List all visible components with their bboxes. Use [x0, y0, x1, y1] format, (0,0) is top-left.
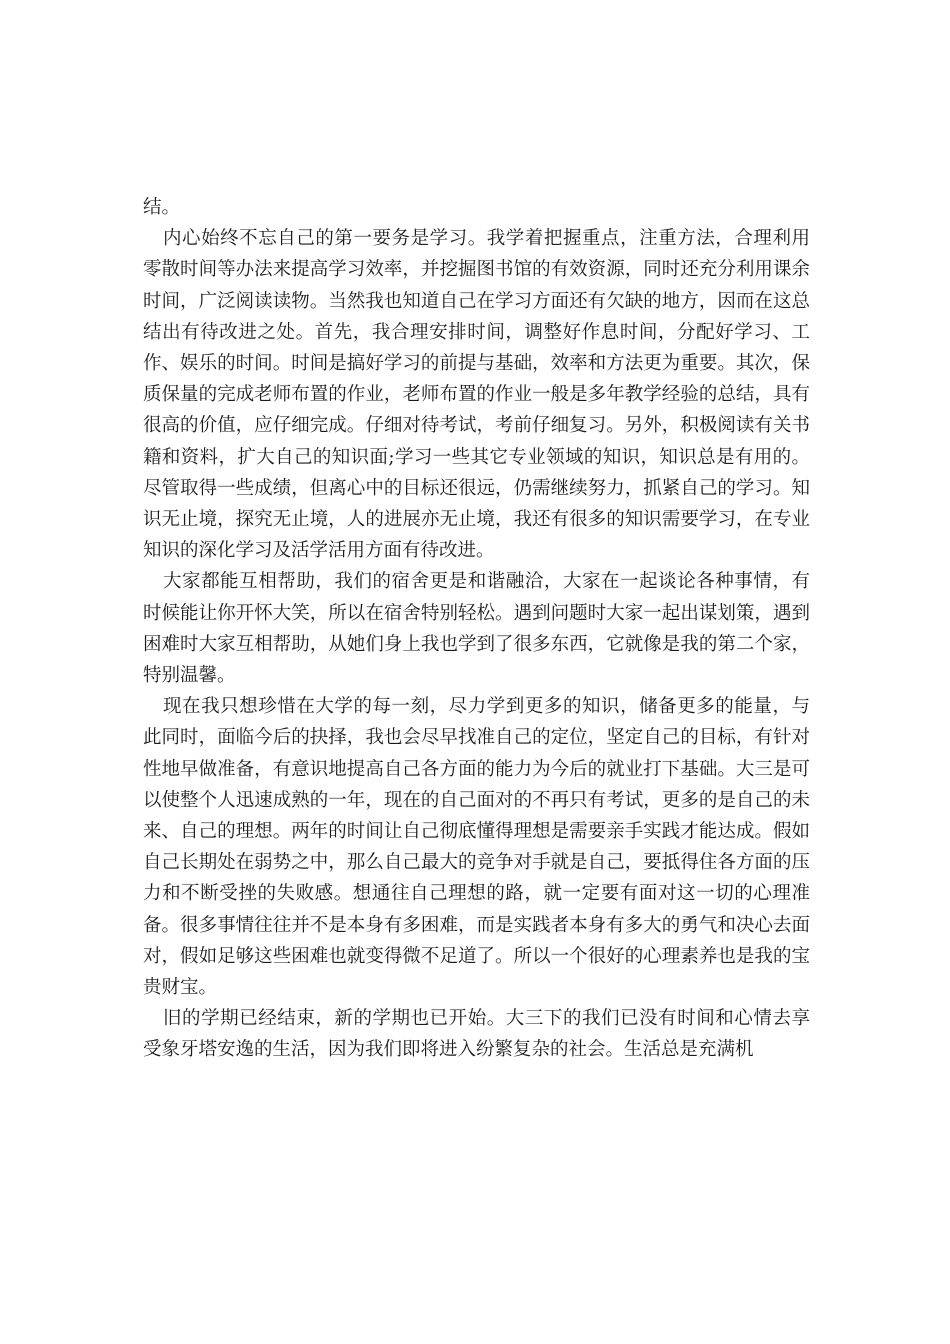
paragraph-future: 现在我只想珍惜在大学的每一刻，尽力学到更多的知识，储备更多的能量，与此同时，面临今后的抉择，我也会尽早找准自己的定位，坚定自己的目标，有针对性地早做准备，有意识地提高自己各方面的能力为今后的就业打下基础。大三是可以使整个人迅速成熟的一年，现在的自己面对的不再只有考试，更多的是自己的未来、自己的理想。两年的时间让自己彻底懂得理想是需要亲手实践才能达成。假如自己长期处在弱势之中，那么自己最大的竞争对手就是自己，要抵得住各方面的压力和不断受挫的失败感。想通往自己理想的路，就一定要有面对这一切的心理准备。很多事情往往并不是本身有多困难，而是实践者本身有多大的勇气和决心去面对，假如足够这些困难也就变得微不足道了。所以一个很好的心理素养也是我的宝贵财宝。: [143, 696, 810, 999]
paragraph-study: 内心始终不忘自己的第一要务是学习。我学着把握重点，注重方法，合理利用零散时间等办法来提高学习效率，并挖掘图书馆的有效资源，同时还充分利用课余时间，广泛阅读读物。当然我也知道自己在学习方面还有欠缺的地方，因而在这总结出有待改进之处。首先，我合理安排时间，调整好作息时间，分配好学习、工作、娱乐的时间。时间是搞好学习的前提与基础，效率和方法更为重要。其次，保质保量的完成老师布置的作业，老师布置的作业一般是多年教学经验的总结，具有很高的价值，应仔细完成。仔细对待考试，考前仔细复习。另外，积极阅读有关书籍和资料，扩大自己的知识面;学习一些其它专业领域的知识，知识总是有用的。尽管取得一些成绩，但离心中的目标还很远，仍需继续努力，抓紧自己的学习。知识无止境，探究无止境，人的进展亦无止境，我还有很多的知识需要学习，在专业知识的深化学习及活学活用方面有待改进。: [143, 228, 810, 562]
document-body: [143, 192, 810, 1066]
paragraph-dormitory: 大家都能互相帮助，我们的宿舍更是和谐融洽，大家在一起谈论各种事情，有时候能让你开怀大笑，所以在宿舍特别轻松。遇到问题时大家一起出谋划策，遇到困难时大家互相帮助，从她们身上我也学到了很多东西，它就像是我的第二个家，特别温馨。: [143, 571, 810, 687]
paragraph-continuation: 结。: [143, 197, 181, 218]
paragraph-new-semester: 旧的学期已经结束，新的学期也已开始。大三下的我们已没有时间和心情去享受象牙塔安逸的生活，因为我们即将进入纷繁复杂的社会。生活总是充满机: [143, 1008, 810, 1061]
